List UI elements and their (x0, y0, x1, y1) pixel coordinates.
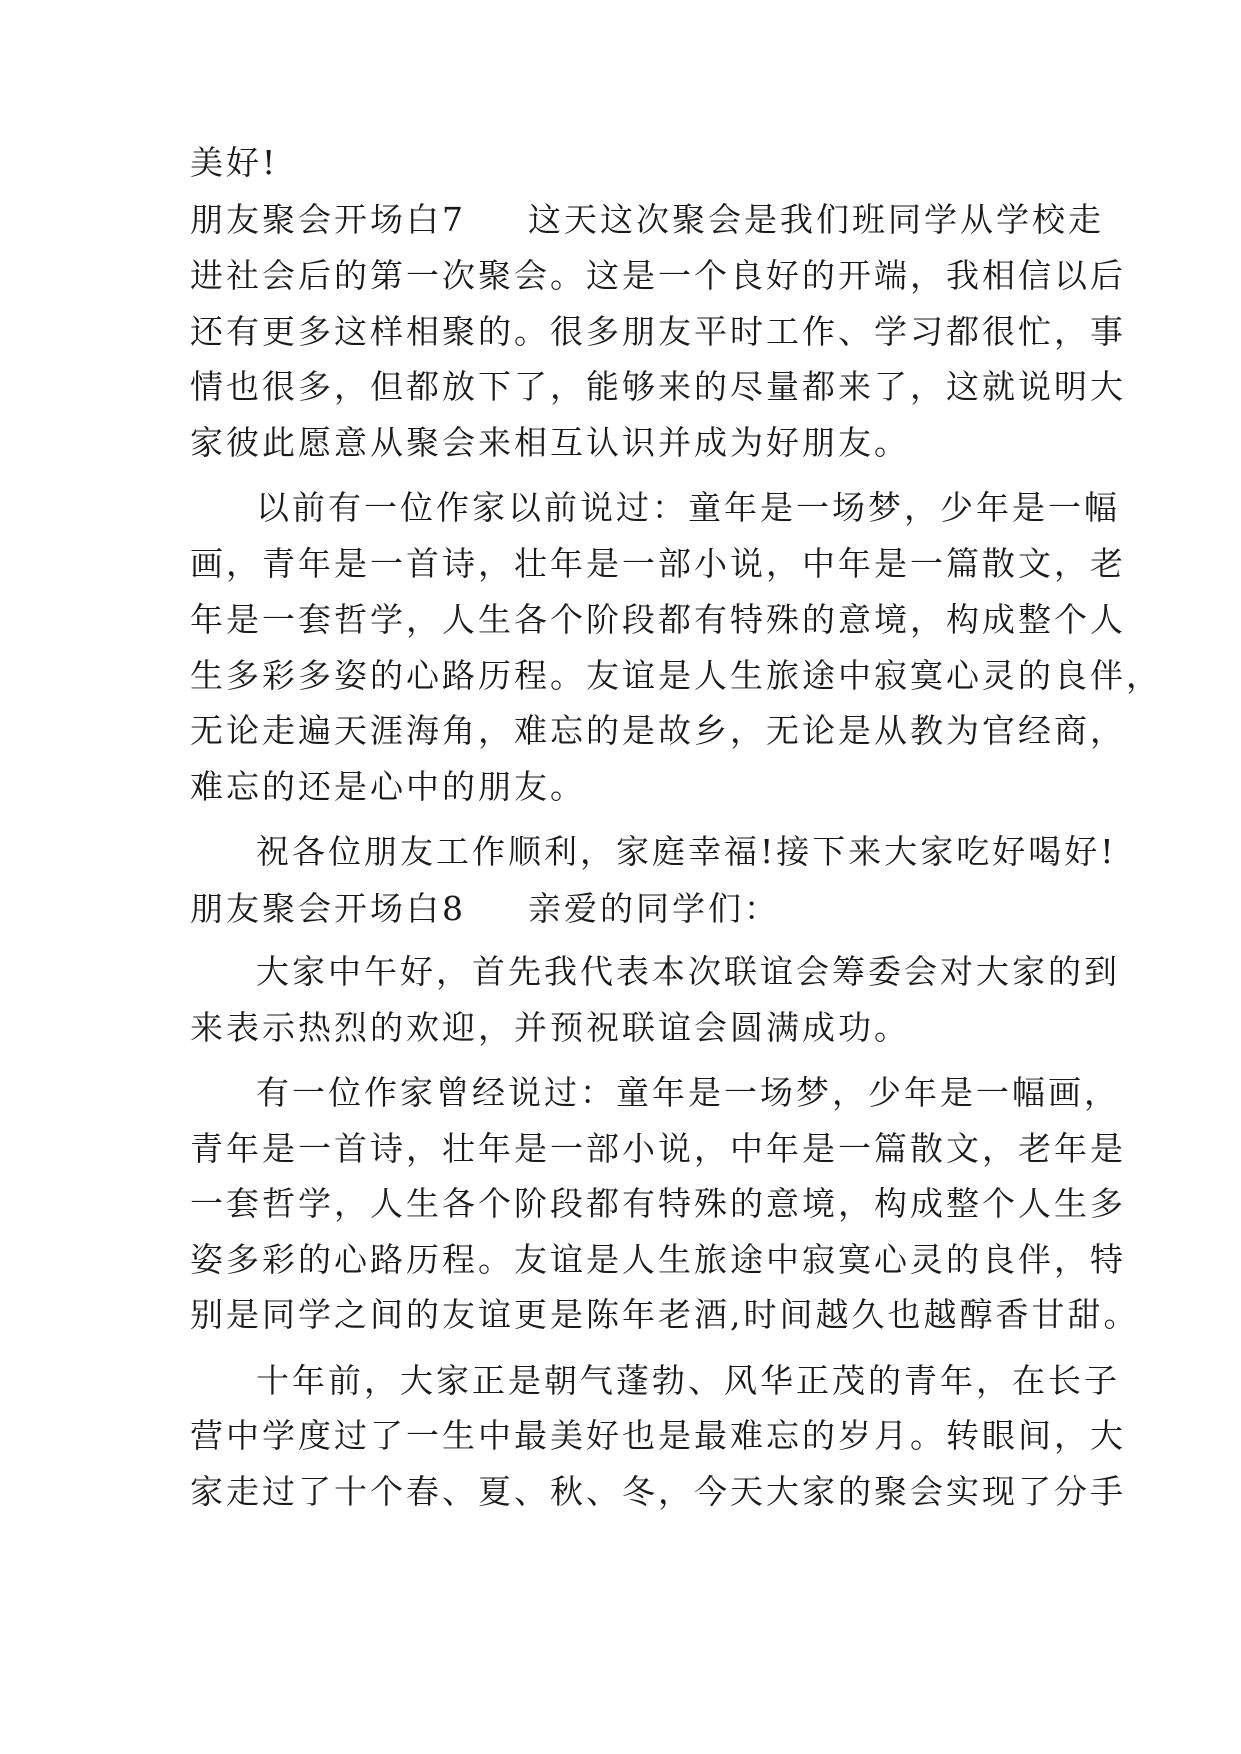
line-text: 难忘的还是心中的朋友。 (190, 767, 586, 806)
line-text: 家彼此愿意从聚会来相互认识并成为好朋友。 (190, 423, 910, 462)
text-line (190, 246, 1126, 306)
text-line (190, 413, 1060, 473)
section-heading-line (190, 190, 1104, 250)
line-text: 亲爱的同学们： (528, 889, 780, 928)
text-line (190, 1230, 1126, 1290)
line-text: 来表示热烈的欢迎，并预祝联谊会圆满成功。 (190, 1008, 910, 1047)
line-text: 以前有一位作家以前说过：童年是一场梦，少年是一幅 (256, 488, 1120, 527)
line-text: 无论走遍天涯海角，难忘的是故乡，无论是从教为官经商， (190, 711, 1126, 750)
line-text: 美好! (190, 143, 279, 182)
line-text: 十年前，大家正是朝气蓬勃、风华正茂的青年，在长子 (256, 1361, 1120, 1400)
line-text: 营中学度过了一生中最美好也是最难忘的岁月。转眼间，大 (190, 1416, 1126, 1455)
line-text: 大家中午好，首先我代表本次联谊会筹委会对大家的到 (256, 952, 1120, 991)
text-line (190, 1174, 1126, 1234)
paragraph-first-line (256, 822, 1117, 882)
text-line (190, 590, 1126, 650)
line-text: 一套哲学，人生各个阶段都有特殊的意境，构成整个人生多 (190, 1184, 1126, 1223)
text-line (190, 998, 1060, 1058)
section-heading: 朋友聚会开场白8 (190, 889, 466, 928)
text-line (190, 302, 1126, 362)
line-text: 生多彩多姿的心路历程。友谊是人生旅途中寂寞心灵的良伴， (190, 656, 1162, 695)
text-line (190, 646, 1162, 706)
line-text: 这天这次聚会是我们班同学从学校走 (528, 200, 1104, 239)
line-text: 有一位作家曾经说过：童年是一场梦，少年是一幅画， (256, 1073, 1120, 1112)
line-text: 情也很多，但都放下了，能够来的尽量都来了，这就说明大 (190, 367, 1126, 406)
line-text: 家走过了十个春、夏、秋、冬，今天大家的聚会实现了分手 (190, 1472, 1126, 1511)
line-text: 青年是一首诗，壮年是一部小说，中年是一篇散文，老年是 (190, 1129, 1126, 1168)
line-text: 姿多彩的心路历程。友谊是人生旅途中寂寞心灵的良伴，特 (190, 1240, 1126, 1279)
line-text: 还有更多这样相聚的。很多朋友平时工作、学习都很忙，事 (190, 312, 1126, 351)
text-line (190, 1285, 1140, 1345)
paragraph-first-line (256, 1351, 1120, 1411)
line-text: 祝各位朋友工作顺利，家庭幸福!接下来大家吃好喝好! (256, 832, 1117, 871)
text-line (190, 1462, 1126, 1522)
line-text: 别是同学之间的友谊更是陈年老酒,时间越久也越醇香甘甜。 (190, 1295, 1140, 1334)
section-heading: 朋友聚会开场白7 (190, 200, 466, 239)
text-line (190, 357, 1126, 417)
text-line (190, 1406, 1126, 1466)
text-line (190, 534, 1126, 594)
paragraph-first-line (256, 942, 1120, 1002)
line-text: 年是一套哲学，人生各个阶段都有特殊的意境，构成整个人 (190, 600, 1126, 639)
text-line (190, 133, 1060, 193)
paragraph-first-line (256, 478, 1120, 538)
line-text: 进社会后的第一次聚会。这是一个良好的开端，我相信以后 (190, 256, 1126, 295)
text-line (190, 701, 1126, 761)
paragraph-first-line (256, 1063, 1120, 1123)
section-heading-line (190, 879, 1060, 939)
line-text: 画，青年是一首诗，壮年是一部小说，中年是一篇散文，老 (190, 544, 1126, 583)
text-line (190, 1119, 1126, 1179)
text-line (190, 757, 1060, 817)
